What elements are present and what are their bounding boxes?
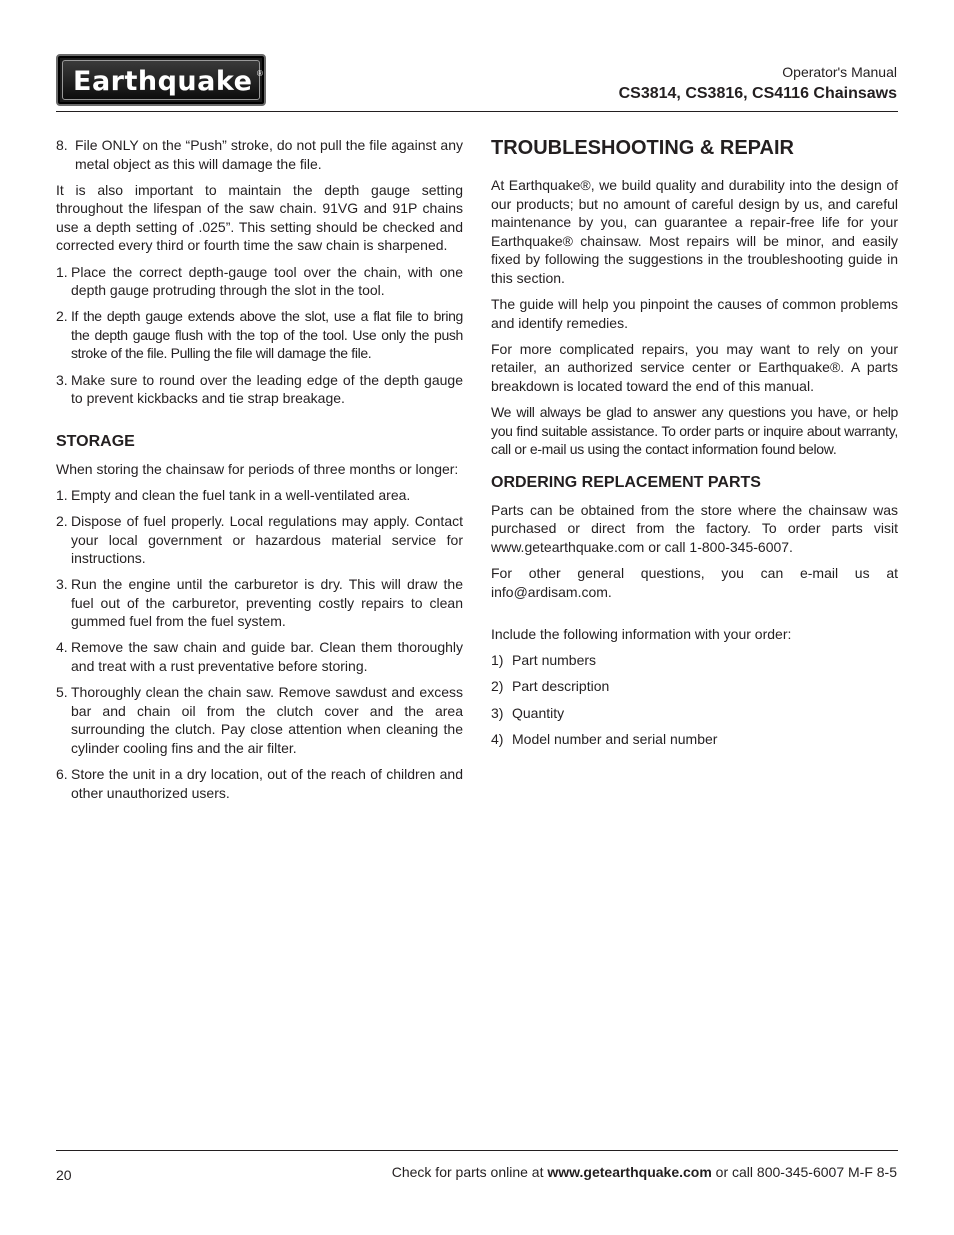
list-item <box>491 677 898 696</box>
list-number: 1) <box>491 652 504 669</box>
include-intro: Include the following information with your order: <box>491 626 792 643</box>
right-column <box>491 136 898 756</box>
list-number: 6. <box>56 766 68 783</box>
list-text: Place the correct depth-gauge tool over the chain, with one depth gauge protruding through the slot in the tool. <box>71 263 463 299</box>
header-divider <box>56 111 898 112</box>
list-text: Store the unit in a dry location, out of the reach of children and other unauthorized users. <box>71 766 463 801</box>
list-text: Run the engine until the carburetor is dry. This will draw the fuel out of the carburetor, preventing costly repairs to clean gummed fuel from the fuel system. <box>71 576 463 630</box>
troubleshooting-heading: TROUBLESHOOTING & REPAIR <box>491 137 794 159</box>
list-text: Part numbers <box>512 652 597 669</box>
list-number: 2. <box>56 308 68 325</box>
list-item <box>56 575 463 631</box>
list-number: 5. <box>56 684 68 701</box>
list-number: 3) <box>491 704 504 721</box>
list-item <box>491 651 898 670</box>
list-text: Make sure to round over the leading edge of the depth gauge to prevent kickbacks and tie strap breakage. <box>71 371 463 407</box>
list-item <box>56 512 463 568</box>
list-item <box>56 263 463 300</box>
footer-contact <box>392 1164 897 1180</box>
footer-suffix: or call 800-345-6007 M-F 8-5 <box>711 1164 897 1180</box>
list-number: 8. <box>56 137 68 153</box>
list-number: 4) <box>491 730 504 747</box>
list-text: File ONLY on the “Push” stroke, do not pull the file against any metal object as this will damage the file. <box>75 137 463 172</box>
list-text: Empty and clean the fuel tank in a well-ventilated area. <box>71 486 411 503</box>
footer-divider <box>56 1150 898 1151</box>
list-number: 3. <box>56 576 68 593</box>
repairs-paragraph: For more complicated repairs, you may want to rely on your retailer, an authorized service center or Earthquake®. A parts breakdown is located toward the end of this manual. <box>491 340 898 394</box>
logo-registered-mark: ® <box>257 69 263 78</box>
list-item <box>56 683 463 757</box>
email-paragraph: For other general questions, you can e-mail us at info@ardisam.com. <box>491 565 898 600</box>
list-item <box>491 704 898 723</box>
list-text: Dispose of fuel properly. Local regulations may apply. Contact your local government or hazardous material service for instructions. <box>71 512 463 567</box>
warranty-paragraph: We will always be glad to answer any questions you have, or help you find suitable assistance. To order parts or inquire about warranty, call or e-mail us using the contact information found below. <box>491 404 898 458</box>
ordering-heading: ORDERING REPLACEMENT PARTS <box>491 473 761 491</box>
intro-paragraph: At Earthquake®, we build quality and durability into the design of our products; but no amount of careful design by us, and careful maintenance by you, can guarantee a repair-free life for your Earthquake® chainsaw. Most repairs will be minor, and easily fixed by following the suggestions in the troubleshooting guide in this section. <box>491 177 898 286</box>
logo-frame <box>62 60 263 100</box>
list-item <box>56 307 463 363</box>
guide-paragraph: The guide will help you pinpoint the causes of common problems and identify remedies. <box>491 296 898 331</box>
list-number: 3. <box>56 371 68 388</box>
earthquake-logo <box>56 54 266 106</box>
list-number: 2. <box>56 512 68 529</box>
list-text: Thoroughly clean the chain saw. Remove sawdust and excess bar and chain oil from the clutch cover and the area surrounding the clutch. Pay close attention when cleaning the cylinder cooling fins and the air filter. <box>71 684 463 756</box>
list-text: Quantity <box>512 704 565 721</box>
list-item <box>56 638 463 675</box>
list-item <box>56 136 463 173</box>
manual-subtitle: Operator's Manual <box>782 64 897 80</box>
list-text: If the depth gauge extends above the slot, use a flat file to bring the depth gauge flush with the top of the tool. Use only the push stroke of the file. Pulling the file will damage the file. <box>71 308 463 362</box>
ordering-paragraph: Parts can be obtained from the store where the chainsaw was purchased or direct from the factory. To order parts visit www.getearthquake.com or call 1-800-345-6007. <box>491 501 898 555</box>
logo-wordmark: Earthquake <box>73 66 253 97</box>
left-column <box>56 136 463 810</box>
depth-gauge-paragraph: It is also important to maintain the depth gauge setting throughout the lifespan of the saw chain. 91VG and 91P chains use a depth setting of .025”. This setting should be checked and corrected every third or fourth time the saw chain is sharpened. <box>56 181 463 254</box>
list-number: 1. <box>56 486 68 503</box>
list-text: Remove the saw chain and guide bar. Clean them thoroughly and treat with a rust preventative before storing. <box>71 639 463 675</box>
footer-url-link[interactable]: www.getearthquake.com <box>547 1164 712 1180</box>
list-item <box>491 730 898 749</box>
list-number: 2) <box>491 678 504 695</box>
list-number: 4. <box>56 639 68 656</box>
list-text: Model number and serial number <box>512 730 718 747</box>
list-item <box>56 371 463 408</box>
list-item <box>56 765 463 802</box>
manual-title: CS3814, CS3816, CS4116 Chainsaws <box>618 85 897 102</box>
storage-heading: STORAGE <box>56 432 135 450</box>
footer-prefix: Check for parts online at <box>391 1164 548 1180</box>
list-item <box>56 486 463 505</box>
storage-intro: When storing the chainsaw for periods of three months or longer: <box>56 460 459 477</box>
page-number: 20 <box>56 1167 72 1183</box>
list-text: Part description <box>512 678 610 695</box>
list-number: 1. <box>56 263 68 280</box>
